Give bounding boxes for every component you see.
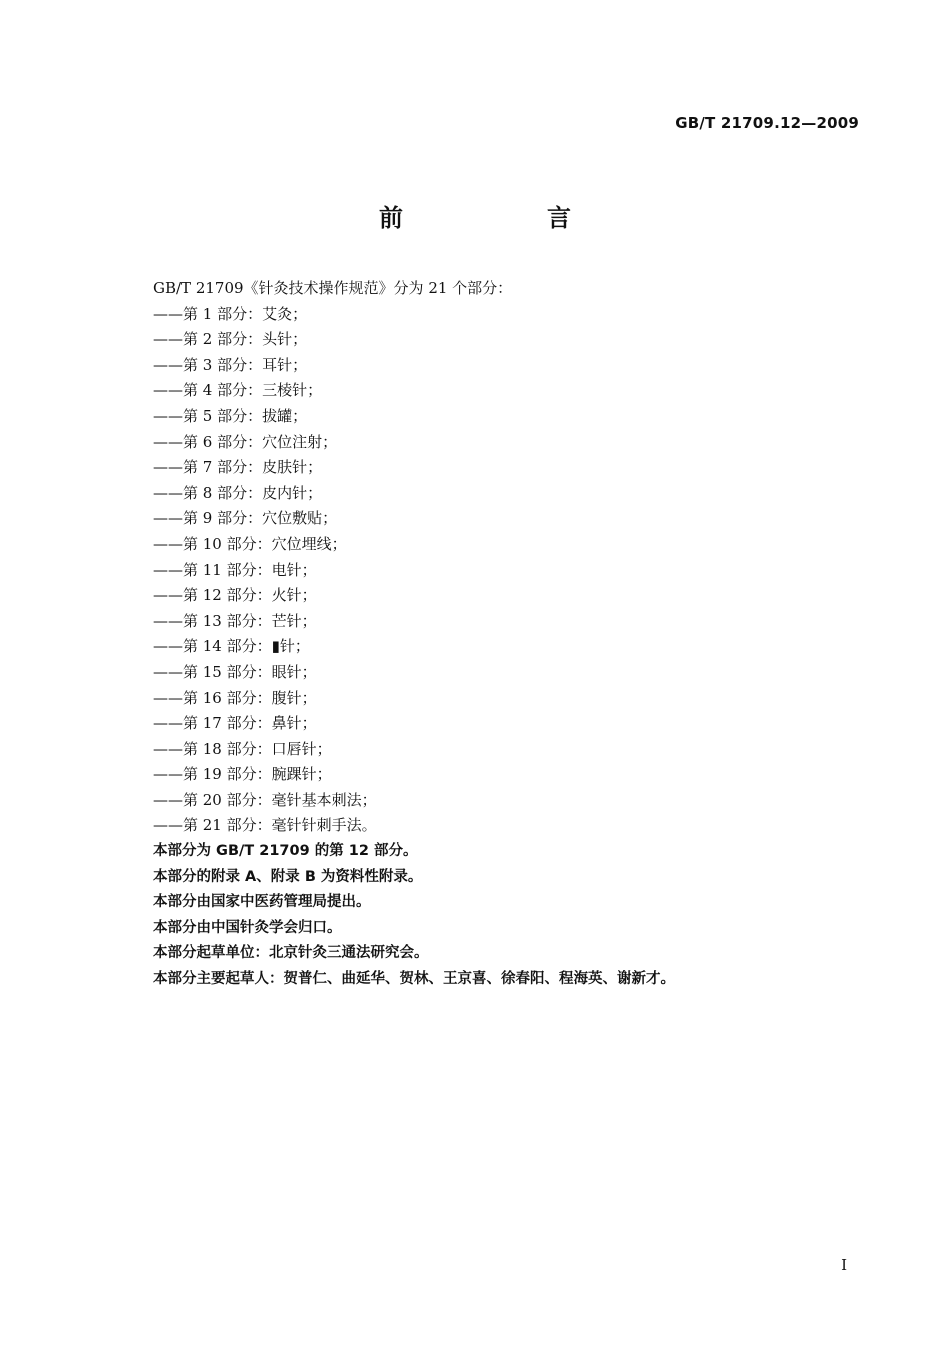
list-item: ——第 20 部分：毫针基本刺法； (153, 790, 377, 809)
parts-list (153, 302, 873, 839)
list-item: ——第 14 部分：▮针； (153, 637, 310, 656)
note-line: 本部分由中国针灸学会归口。 (153, 919, 342, 936)
list-item: ——第 21 部分：毫针针刺手法。 (153, 816, 377, 835)
list-item: ——第 5 部分：拔罐； (153, 406, 308, 425)
list-item: ——第 8 部分：皮内针； (153, 483, 323, 502)
list-item: ——第 18 部分：口唇针； (153, 739, 332, 758)
notes-block (153, 839, 873, 993)
list-item: ——第 15 部分：眼针； (153, 662, 317, 681)
list-item: ——第 12 部分：火针； (153, 586, 317, 605)
list-item: ——第 4 部分：三棱针； (153, 381, 323, 400)
list-item: ——第 2 部分：头针； (153, 330, 308, 349)
note-line: 本部分由国家中医药管理局提出。 (153, 894, 371, 911)
list-item: ——第 19 部分：腕踝针； (153, 765, 332, 784)
list-item: ——第 9 部分：穴位敷贴； (153, 509, 338, 528)
list-item: ——第 13 部分：芒针； (153, 611, 317, 630)
list-item: ——第 1 部分：艾灸； (153, 304, 308, 323)
list-item: ——第 6 部分：穴位注射； (153, 432, 338, 451)
note-line: 本部分起草单位：北京针灸三通法研究会。 (153, 945, 429, 962)
list-item: ——第 7 部分：皮肤针； (153, 458, 323, 477)
list-item: ——第 10 部分：穴位埋线； (153, 534, 347, 553)
page-title: 前 言 (379, 204, 631, 232)
note-line: 本部分主要起草人：贺普仁、曲延华、贺林、王京喜、徐春阳、程海英、谢新才。 (153, 971, 675, 988)
list-item: ——第 11 部分：电针； (153, 560, 317, 579)
standard-code-header: GB/T 21709.12—2009 (675, 114, 859, 132)
list-item: ——第 17 部分：鼻针； (153, 714, 317, 733)
intro-line: GB/T 21709《针灸技术操作规范》分为 21 个部分： (153, 279, 513, 297)
list-item: ——第 3 部分：耳针； (153, 355, 308, 374)
page-number: I (841, 1256, 847, 1274)
note-line: 本部分的附录 A、附录 B 为资料性附录。 (153, 868, 423, 885)
note-line: 本部分为 GB/T 21709 的第 12 部分。 (153, 843, 418, 860)
list-item: ——第 16 部分：腹针； (153, 688, 317, 707)
foreword-body (153, 276, 873, 993)
